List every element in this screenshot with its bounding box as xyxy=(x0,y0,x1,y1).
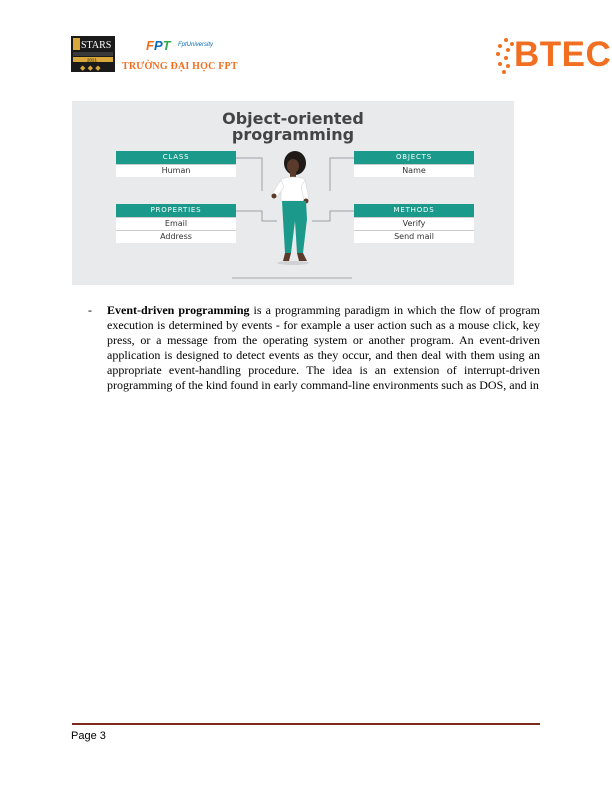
methods-box-value: Send mail xyxy=(354,230,474,243)
person-illustration xyxy=(257,149,327,269)
class-box-header: CLASS xyxy=(116,151,236,164)
btec-wordmark: BTEC xyxy=(514,35,612,74)
btec-dots-icon xyxy=(494,36,516,76)
bullet-marker: - xyxy=(88,303,92,317)
methods-box-header: METHODS xyxy=(354,204,474,217)
properties-box-value: Address xyxy=(116,230,236,243)
objects-box xyxy=(354,151,474,177)
properties-box xyxy=(116,204,236,243)
fpt-university-label: FptUniversity xyxy=(178,42,214,48)
stars-text: STARS xyxy=(81,40,112,51)
btec-logo xyxy=(494,34,612,78)
figure-title: Object-oriented programming xyxy=(222,109,364,144)
class-box-value: Human xyxy=(116,164,236,177)
properties-box-value: Email xyxy=(116,217,236,230)
methods-box xyxy=(354,204,474,243)
fpt-school-name: TRƯỜNG ĐẠI HỌC FPT xyxy=(122,61,238,72)
fpt-mark: FPT xyxy=(146,38,171,53)
paragraph-text: is a programming paradigm in which the flow of program execution is determined by events - for example a user action such as a mouse click, key press, or a message from the operating system or another program. An event-driven application is designed to detect events as they occur, and then deal with them using an appropriate event-handling procedure. The idea is an extension of interrupt-driven programming of the kind found in early command-line environments such as DOS, and in xyxy=(107,303,540,392)
qs-stars-logo xyxy=(71,36,115,72)
qs-stars-emblem xyxy=(71,36,115,72)
term-bold: Event-driven programming xyxy=(107,303,250,317)
event-driven-paragraph xyxy=(107,303,540,393)
methods-box-value: Verify xyxy=(354,217,474,230)
figure-caption-line xyxy=(232,277,352,279)
oop-figure xyxy=(72,101,514,285)
objects-box-value: Name xyxy=(354,164,474,177)
footer-divider xyxy=(72,723,540,725)
fpt-university-logo xyxy=(122,36,238,76)
page-number: Page 3 xyxy=(71,730,106,742)
svg-text:◆ ◆ ◆: ◆ ◆ ◆ xyxy=(80,64,101,72)
properties-box-header: PROPERTIES xyxy=(116,204,236,217)
stars-year: 2021 xyxy=(87,57,98,63)
objects-box-header: OBJECTS xyxy=(354,151,474,164)
class-box xyxy=(116,151,236,177)
